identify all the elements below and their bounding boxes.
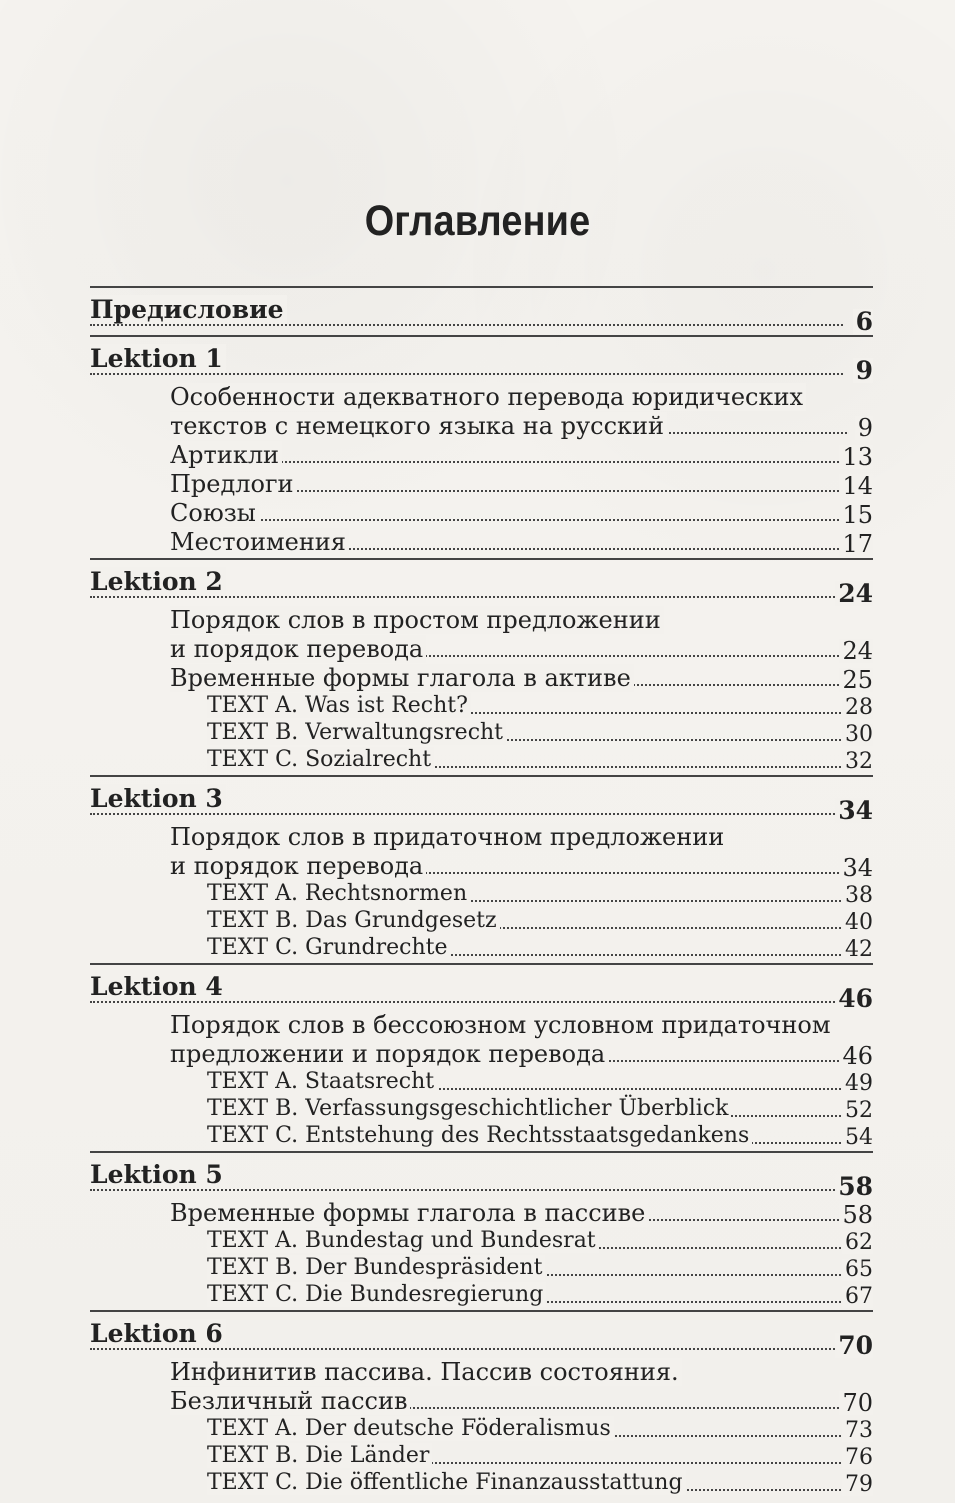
dot-leader	[90, 1189, 843, 1191]
toc-entry-title: Артикли	[170, 441, 282, 469]
page-number: 17	[839, 532, 873, 556]
page-number: 65	[842, 1259, 873, 1281]
toc-entry	[90, 748, 873, 775]
toc-major-entry	[90, 561, 873, 607]
toc-entry	[90, 665, 873, 694]
toc-entry	[90, 529, 873, 558]
table-of-contents	[90, 286, 873, 1498]
page-number: 30	[842, 724, 873, 746]
toc-entry-title: Lektion 5	[90, 1160, 226, 1189]
toc-entry-title: текстов с немецкого языка на русский	[170, 412, 667, 440]
toc-entry	[90, 413, 873, 442]
toc-entry	[90, 853, 873, 882]
lesson-section	[90, 335, 873, 558]
toc-entry	[90, 607, 873, 636]
toc-entry-title: TEXT A. Rechtsnormen	[207, 881, 470, 906]
toc-entry	[90, 1070, 873, 1097]
toc-entry-title: Особенности адекватного перевода юридических	[170, 383, 806, 411]
toc-entry	[90, 636, 873, 665]
toc-entry-title: TEXT C. Die öffentliche Finanzausstattung	[207, 1470, 686, 1495]
page-number: 14	[839, 474, 873, 498]
toc-entry-title: Lektion 2	[90, 567, 226, 596]
page-number: 49	[842, 1073, 873, 1095]
dot-leader	[90, 1348, 843, 1350]
toc-entry-title: Порядок слов в придаточном предложении	[170, 823, 727, 851]
toc-entry-title: TEXT C. Sozialrecht	[207, 747, 434, 772]
page-number: 28	[842, 697, 873, 719]
toc-major-entry	[90, 289, 873, 335]
page-number: 40	[842, 912, 873, 934]
page-number: 46	[839, 1044, 873, 1068]
toc-major-entry	[90, 778, 873, 824]
toc-entry	[90, 384, 873, 413]
toc-entry-title: и порядок перевода	[170, 635, 426, 663]
toc-entry	[90, 1444, 873, 1471]
page-number: 38	[842, 885, 873, 907]
toc-entry	[90, 721, 873, 748]
toc-entry-title: Предлоги	[170, 470, 297, 498]
toc-entry	[90, 1256, 873, 1283]
dot-leader	[90, 1001, 843, 1003]
page-number: 9	[853, 358, 873, 383]
toc-entry-title: TEXT B. Verwaltungsrecht	[207, 720, 506, 745]
toc-entry	[90, 1359, 873, 1388]
toc-entry	[90, 909, 873, 936]
toc-entry-title: Порядок слов в бессоюзном условном придаточном	[170, 1011, 834, 1039]
page-number: 15	[839, 503, 873, 527]
toc-entry	[90, 1200, 873, 1229]
page-number: 67	[842, 1286, 873, 1308]
toc-entry	[90, 1124, 873, 1151]
toc-entry-title: Временные формы глагола в пассиве	[170, 1199, 648, 1227]
toc-entry-title: TEXT B. Die Länder	[207, 1443, 432, 1468]
page-number: 46	[835, 986, 873, 1011]
toc-entry	[90, 824, 873, 853]
toc-entry-title: Безличный пассив	[170, 1387, 410, 1415]
toc-entry-title: Союзы	[170, 499, 259, 527]
toc-entry	[90, 471, 873, 500]
toc-entry-title: Предисловие	[90, 295, 287, 324]
page-number: 24	[839, 639, 873, 663]
page-number: 70	[839, 1391, 873, 1415]
page-number: 32	[842, 751, 873, 773]
page-number: 24	[835, 581, 873, 606]
toc-entry-title: TEXT A. Bundestag und Bundesrat	[207, 1228, 599, 1253]
lesson-section	[90, 775, 873, 963]
toc-entry	[90, 1417, 873, 1444]
toc-entry-title: Местоимения	[170, 528, 349, 556]
lesson-section	[90, 1151, 873, 1310]
lesson-section	[90, 963, 873, 1151]
dot-leader	[90, 373, 843, 375]
preface-section	[90, 286, 873, 335]
page-number: 52	[842, 1100, 873, 1122]
page-number: 34	[835, 798, 873, 823]
dot-leader	[170, 519, 847, 521]
page-number: 42	[842, 939, 873, 961]
toc-entry-title: предложении и порядок перевода	[170, 1040, 608, 1068]
toc-entry-title: Lektion 6	[90, 1319, 226, 1348]
toc-entry-title: TEXT C. Grundrechte	[207, 935, 451, 960]
toc-entry-title: Lektion 1	[90, 344, 226, 373]
page-number: 62	[842, 1232, 873, 1254]
lesson-section	[90, 1310, 873, 1498]
dot-leader	[90, 813, 843, 815]
toc-major-entry	[90, 338, 873, 384]
toc-major-entry	[90, 966, 873, 1012]
toc-entry-title: TEXT A. Was ist Recht?	[207, 693, 471, 718]
toc-entry-title: Lektion 4	[90, 972, 226, 1001]
toc-entry-title: Инфинитив пассива. Пассив состояния.	[170, 1358, 682, 1386]
toc-entry-title: TEXT B. Der Bundespräsident	[207, 1255, 545, 1280]
toc-entry	[90, 500, 873, 529]
toc-major-entry	[90, 1154, 873, 1200]
toc-entry-title: Временные формы глагола в активе	[170, 664, 634, 692]
toc-entry-title: TEXT A. Der deutsche Föderalismus	[207, 1416, 614, 1441]
page-number: 70	[835, 1333, 873, 1358]
toc-entry-title: TEXT A. Staatsrecht	[207, 1069, 437, 1094]
toc-entry	[90, 1471, 873, 1498]
toc-entry	[90, 1229, 873, 1256]
toc-entry	[90, 1283, 873, 1310]
toc-major-entry	[90, 1313, 873, 1359]
toc-entry-title: TEXT B. Das Grundgesetz	[207, 908, 500, 933]
dot-leader	[90, 596, 843, 598]
toc-entry-title: Порядок слов в простом предложении	[170, 606, 664, 634]
toc-entry	[90, 694, 873, 721]
toc-entry-title: TEXT C. Entstehung des Rechtsstaatsgedankens	[207, 1123, 752, 1148]
toc-entry-title: Lektion 3	[90, 784, 226, 813]
page-number: 58	[835, 1174, 873, 1199]
toc-entry-title: TEXT B. Verfassungsgeschichtlicher Überblick	[207, 1096, 731, 1121]
page-number: 76	[842, 1447, 873, 1469]
toc-entry	[90, 442, 873, 471]
page-number: 54	[842, 1127, 873, 1149]
toc-entry-title: TEXT C. Die Bundesregierung	[207, 1282, 546, 1307]
dot-leader	[90, 324, 843, 326]
page-number: 79	[842, 1474, 873, 1496]
page-number: 34	[839, 856, 873, 880]
toc-entry	[90, 1012, 873, 1041]
toc-entry	[90, 936, 873, 963]
table-of-contents-title: Оглавление	[364, 197, 591, 245]
page-number: 73	[842, 1420, 873, 1442]
toc-entry	[90, 1097, 873, 1124]
toc-entry	[90, 882, 873, 909]
page-number: 6	[853, 309, 873, 334]
toc-entry-title: и порядок перевода	[170, 852, 426, 880]
page-number: 13	[839, 445, 873, 469]
page-number: 58	[839, 1203, 873, 1227]
page-number: 25	[839, 668, 873, 692]
toc-entry	[90, 1388, 873, 1417]
toc-entry	[90, 1041, 873, 1070]
lesson-section	[90, 558, 873, 775]
page-number: 9	[855, 416, 873, 440]
